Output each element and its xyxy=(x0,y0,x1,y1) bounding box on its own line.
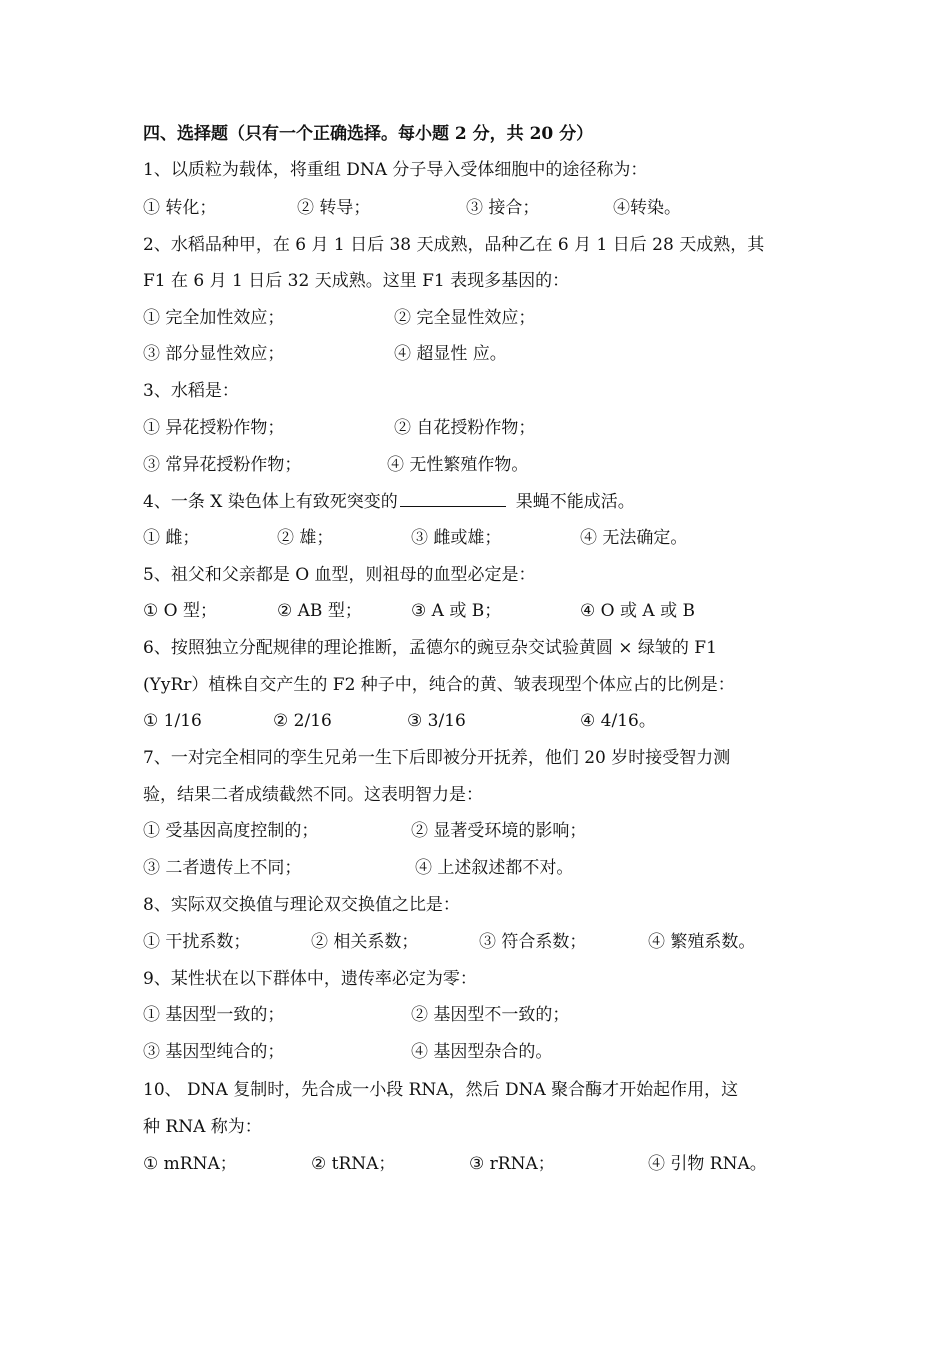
q9-option-1[interactable]: ① 基因型一致的； xyxy=(143,1005,285,1025)
q9-option-2[interactable]: ② 基因型不一致的； xyxy=(411,1005,570,1025)
q3-option-3[interactable]: ③ 常异花授粉作物； xyxy=(143,455,302,475)
question-2-options-row-2 xyxy=(143,341,822,367)
q6-option-4[interactable]: ④ 4/16。 xyxy=(580,711,656,731)
question-2-options-row-1 xyxy=(143,305,822,331)
question-5-options xyxy=(143,598,822,624)
q10-option-3[interactable]: ③ rRNA； xyxy=(469,1154,555,1174)
q4-option-1[interactable]: ① 雌； xyxy=(143,528,200,548)
q3-option-2[interactable]: ② 自花授粉作物； xyxy=(394,418,536,438)
question-8-options xyxy=(143,929,822,955)
q2-option-2[interactable]: ② 完全显性效应； xyxy=(394,308,536,328)
q4-option-4[interactable]: ④ 无法确定。 xyxy=(580,528,688,548)
section-heading: 四、选择题（只有一个正确选择。每小题 2 分，共 20 分） xyxy=(143,124,594,144)
q10-option-4[interactable]: ④ 引物 RNA。 xyxy=(648,1154,767,1174)
question-7-stem-line-2: 验，结果二者成绩截然不同。这表明智力是： xyxy=(143,785,483,805)
q2-option-1[interactable]: ① 完全加性效应； xyxy=(143,308,285,328)
q2-option-3[interactable]: ③ 部分显性效应； xyxy=(143,344,285,364)
q1-option-4[interactable]: ④转染。 xyxy=(613,198,681,218)
q4-stem-after-blank: 果蝇不能成活。 xyxy=(515,492,635,512)
q7-option-1[interactable]: ① 受基因高度控制的； xyxy=(143,821,319,841)
question-8-stem: 8、实际双交换值与理论双交换值之比是： xyxy=(143,895,460,915)
question-3-stem: 3、水稻是： xyxy=(143,381,239,401)
question-9-stem: 9、某性状在以下群体中，遗传率必定为零： xyxy=(143,969,477,989)
q1-option-3[interactable]: ③ 接合； xyxy=(466,198,540,218)
question-9-options-row-2 xyxy=(143,1039,822,1065)
question-7-options-row-1 xyxy=(143,818,822,844)
q6-option-2[interactable]: ② 2/16 xyxy=(273,711,332,731)
q7-option-2[interactable]: ② 显著受环境的影响； xyxy=(411,821,587,841)
question-1-options xyxy=(143,195,822,221)
question-2-stem-line-2: F1 在 6 月 1 日后 32 天成熟。这里 F1 表现多基因的： xyxy=(143,271,570,291)
question-4-stem xyxy=(143,488,822,514)
q4-answer-blank[interactable] xyxy=(400,488,506,507)
question-4-options xyxy=(143,525,822,551)
q7-option-4[interactable]: ④ 上述叙述都不对。 xyxy=(415,858,574,878)
q1-option-2[interactable]: ② 转导； xyxy=(297,198,371,218)
q4-stem-before-blank: 4、一条 X 染色体上有致死突变的 xyxy=(143,492,398,512)
question-6-stem-line-1: 6、按照独立分配规律的理论推断，孟德尔的豌豆杂交试验黄圆 × 绿皱的 F1 xyxy=(143,638,717,658)
question-10-options xyxy=(143,1151,822,1177)
q6-option-3[interactable]: ③ 3/16 xyxy=(407,711,466,731)
q3-option-4[interactable]: ④ 无性繁殖作物。 xyxy=(387,455,529,475)
q10-option-1[interactable]: ① mRNA； xyxy=(143,1154,237,1174)
q4-option-2[interactable]: ② 雄； xyxy=(277,528,334,548)
q8-option-3[interactable]: ③ 符合系数； xyxy=(479,932,587,952)
q5-option-4[interactable]: ④ O 或 A 或 B xyxy=(580,601,695,621)
question-3-options-row-1 xyxy=(143,415,822,441)
question-9-options-row-1 xyxy=(143,1002,822,1028)
question-2-stem-line-1: 2、水稻品种甲，在 6 月 1 日后 38 天成熟，品种乙在 6 月 1 日后 28 天成熟，其 xyxy=(143,235,765,255)
question-7-stem-line-1: 7、一对完全相同的孪生兄弟一生下后即被分开抚养，他们 20 岁时接受智力测 xyxy=(143,748,731,768)
q5-option-3[interactable]: ③ A 或 B； xyxy=(411,601,502,621)
q9-option-3[interactable]: ③ 基因型纯合的； xyxy=(143,1042,285,1062)
question-10-stem-line-1: 10、 DNA 复制时，先合成一小段 RNA，然后 DNA 聚合酶才开始起作用，这 xyxy=(143,1080,739,1100)
question-5-stem: 5、祖父和父亲都是 O 血型，则祖母的血型必定是： xyxy=(143,565,536,585)
q6-option-1[interactable]: ① 1/16 xyxy=(143,711,202,731)
q8-option-4[interactable]: ④ 繁殖系数。 xyxy=(648,932,756,952)
q5-option-2[interactable]: ② AB 型； xyxy=(277,601,362,621)
question-6-options xyxy=(143,708,822,734)
question-7-options-row-2 xyxy=(143,855,822,881)
question-10-stem-line-2: 种 RNA 称为： xyxy=(143,1117,262,1137)
question-3-options-row-2 xyxy=(143,452,822,478)
q2-option-4[interactable]: ④ 超显性 应。 xyxy=(394,344,507,364)
q8-option-2[interactable]: ② 相关系数； xyxy=(311,932,419,952)
q8-option-1[interactable]: ① 干扰系数； xyxy=(143,932,251,952)
q5-option-1[interactable]: ① O 型； xyxy=(143,601,217,621)
question-6-stem-line-2: (YyRr）植株自交产生的 F2 种子中，纯合的黄、皱表现型个体应占的比例是： xyxy=(143,675,735,695)
question-1-stem: 1、以质粒为载体，将重组 DNA 分子导入受体细胞中的途径称为： xyxy=(143,160,648,180)
q3-option-1[interactable]: ① 异花授粉作物； xyxy=(143,418,285,438)
q4-option-3[interactable]: ③ 雌或雄； xyxy=(411,528,502,548)
q1-option-1[interactable]: ① 转化； xyxy=(143,198,217,218)
q7-option-3[interactable]: ③ 二者遗传上不同； xyxy=(143,858,302,878)
q10-option-2[interactable]: ② tRNA； xyxy=(311,1154,396,1174)
q9-option-4[interactable]: ④ 基因型杂合的。 xyxy=(411,1042,553,1062)
